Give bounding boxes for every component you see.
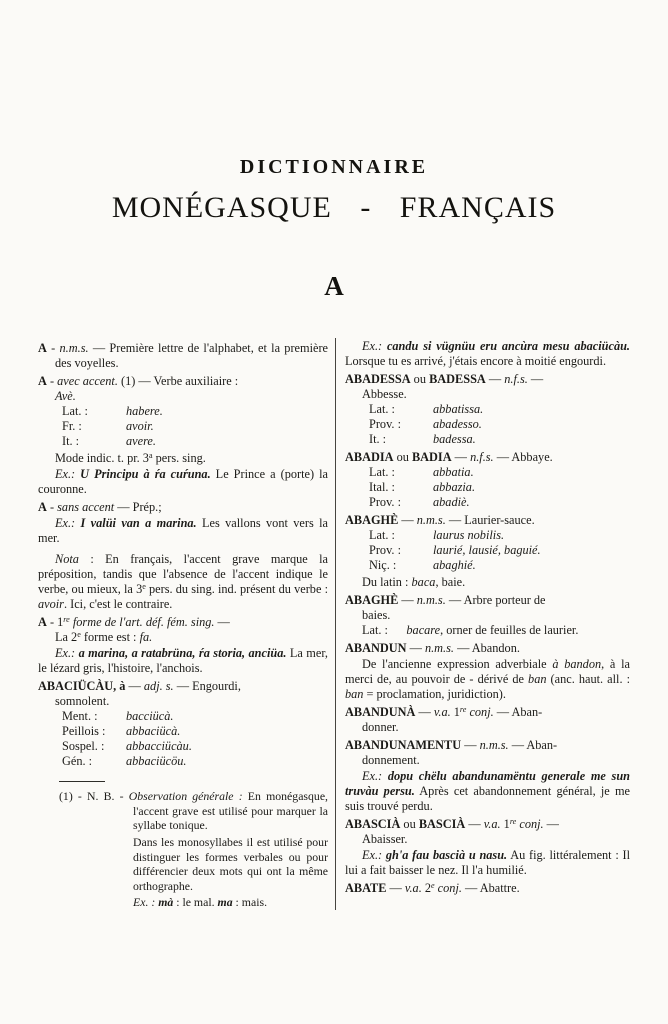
language-row (369, 543, 630, 558)
example-text: Ex.: candu si vügnüu eru ancùra mesu abaciücàu. Lorsque tu es arrivé, j'étais encore à moitié engourdi. (345, 339, 631, 368)
language-row (62, 434, 328, 449)
language-row (369, 402, 630, 417)
language-row (369, 528, 630, 543)
language-row (369, 558, 630, 573)
footnote-text: (1) - N. B. - Observation générale : En monégasque, l'accent grave est utilisé pour marquer la syllabe tonique. (59, 789, 329, 833)
language-label: Ital. : (369, 480, 395, 494)
grammar-note: Mode indic. t. pr. 3$^a$ pers. sing. (55, 451, 206, 465)
language-label: It. : (62, 434, 80, 448)
language-value: abadesso. (433, 417, 482, 431)
dictionary-entry: A - 1re forme de l'art. déf. fém. sing. — La 2e forme est : fa. (38, 615, 230, 644)
dictionary-entry: ABANDUNAMENTU — n.m.s. — Aban- donnement. (345, 738, 558, 767)
dictionary-entry: ABADIA ou BADIA — n.f.s. — Abbaye. (345, 450, 553, 464)
dictionary-entry: ABAGHÈ — n.m.s. — Arbre porteur de baies. (345, 593, 546, 622)
language-value: avoir. (126, 419, 154, 433)
language-row (62, 419, 328, 434)
language-value: habere. (126, 404, 163, 418)
language-label: Ment. : (62, 709, 98, 723)
dictionary-entry: A - n.m.s. — Première lettre de l'alphabet, et la première des voyelles. (38, 341, 328, 370)
language-row (369, 495, 630, 510)
dictionary-entry: A - avec accent. (1) — Verbe auxiliaire : Avè. (38, 374, 239, 403)
language-value: abbaciücà. (126, 724, 181, 738)
language-value: abbatissa. (433, 402, 484, 416)
language-value: avere. (126, 434, 156, 448)
dictionary-entry: ABANDUN — n.m.s. — Abandon. (345, 641, 520, 655)
language-label: Peillois : (62, 724, 106, 738)
footnote-text: Ex. : mà : le mal. ma : mais. (133, 895, 268, 910)
language-row: Lat. : bacare, orner de feuilles de laurier. (362, 623, 579, 637)
dictionary-entry: ABASCIÀ ou BASCIÀ — v.a. 1re conj. — Abaisser. (345, 817, 559, 846)
language-label: Prov. : (369, 417, 401, 431)
language-label: Niç. : (369, 558, 397, 572)
language-label: Gén. : (62, 754, 93, 768)
grammar-note: Du latin : baca, baie. (362, 575, 466, 589)
example-text: Ex.: I valüi van a marina. Les vallons vont vers la mer. (38, 516, 328, 545)
dictionary-entry: ABANDUNÀ — v.a. 1re conj. — Aban- donner. (345, 705, 543, 734)
page-header (0, 0, 668, 302)
column-left (38, 338, 335, 910)
nota-text: Nota : En français, l'accent grave marque la préposition, tandis que l'absence de l'accent indique le verbe, ou mieux, la 3e pers. du sing. ind. présent du verbe : avoir. Ici, c'est le contraire. (38, 552, 329, 611)
book-title: DICTIONNAIRE (239, 156, 429, 178)
dictionary-entry: ABADESSA ou BADESSA — n.f.s. — Abbesse. (345, 372, 544, 401)
language-value: abbacciücàu. (126, 739, 192, 753)
language-label: Lat. : (369, 402, 395, 416)
language-value: abaghié. (433, 558, 476, 572)
dictionary-body (0, 338, 668, 910)
dictionary-entry: ABAGHÈ — n.m.s. — Laurier-sauce. (345, 513, 535, 527)
language-value: badessa. (433, 432, 476, 446)
language-row (369, 417, 630, 432)
footnote-text: Dans les monosyllabes il est utilisé pour distinguer les formes verbales ou pour différencier deux mots qui ont la même orthographe. (133, 834, 328, 893)
dictionary-entry: ABATE — v.a. 2e conj. — Abattre. (345, 881, 520, 895)
language-row (62, 754, 328, 769)
language-row (62, 404, 328, 419)
language-label: Lat. : (369, 465, 395, 479)
language-row (369, 432, 630, 447)
example-text: De l'ancienne expression adverbiale à bandon, à la merci de, au pouvoir de - dérivé de ban (anc. haut. all. : ban = proclamation, juridiction). (345, 657, 630, 701)
language-row (62, 709, 328, 724)
column-right (336, 338, 630, 910)
language-value: laurus nobilis. (433, 528, 505, 542)
language-label: Sospel. : (62, 739, 105, 753)
language-label: It. : (369, 432, 387, 446)
example-text: Ex.: a marina, a ratabrüna, ŕa storia, anciüa. La mer, le lézard gris, l'histoire, l'anchois. (38, 646, 328, 675)
language-label: Lat. : (369, 528, 395, 542)
language-label: Fr. : (62, 419, 82, 433)
dictionary-entry: A - sans accent — Prép.; (38, 500, 162, 514)
language-value: abadiè. (433, 495, 470, 509)
language-label: Prov. : (369, 543, 401, 557)
example-text: Ex.: gh'a fau bascià u nasu. Au fig. littéralement : Il lui a fait baisser le nez. Il l'a humilié. (345, 848, 631, 877)
language-value: abbazia. (433, 480, 476, 494)
book-subtitle: MONÉGASQUE - FRANÇAIS (111, 191, 557, 224)
language-value: abbatia. (433, 465, 474, 479)
footnote-rule (59, 781, 105, 782)
dictionary-entry: ABACIÜCÀU, à — adj. s. — Engourdi, somnolent. (38, 679, 241, 708)
language-row (369, 465, 630, 480)
example-text: Ex.: dopu chëlu abandunamëntu generale me sun truvàu persu. Après cet abandonnement général, je me suis trouvé perdu. (345, 769, 630, 813)
language-value: bacciücà. (126, 709, 174, 723)
example-text: Ex.: U Principu à ŕa cuŕuna. Le Prince a (porte) la couronne. (38, 467, 328, 496)
language-row (62, 739, 328, 754)
language-row (369, 480, 630, 495)
language-value: laurié, lausié, baguié. (433, 543, 541, 557)
section-letter: A (324, 271, 344, 301)
language-value: abbaciücöu. (126, 754, 187, 768)
language-row (62, 724, 328, 739)
language-label: Prov. : (369, 495, 401, 509)
language-label: Lat. : (62, 404, 88, 418)
